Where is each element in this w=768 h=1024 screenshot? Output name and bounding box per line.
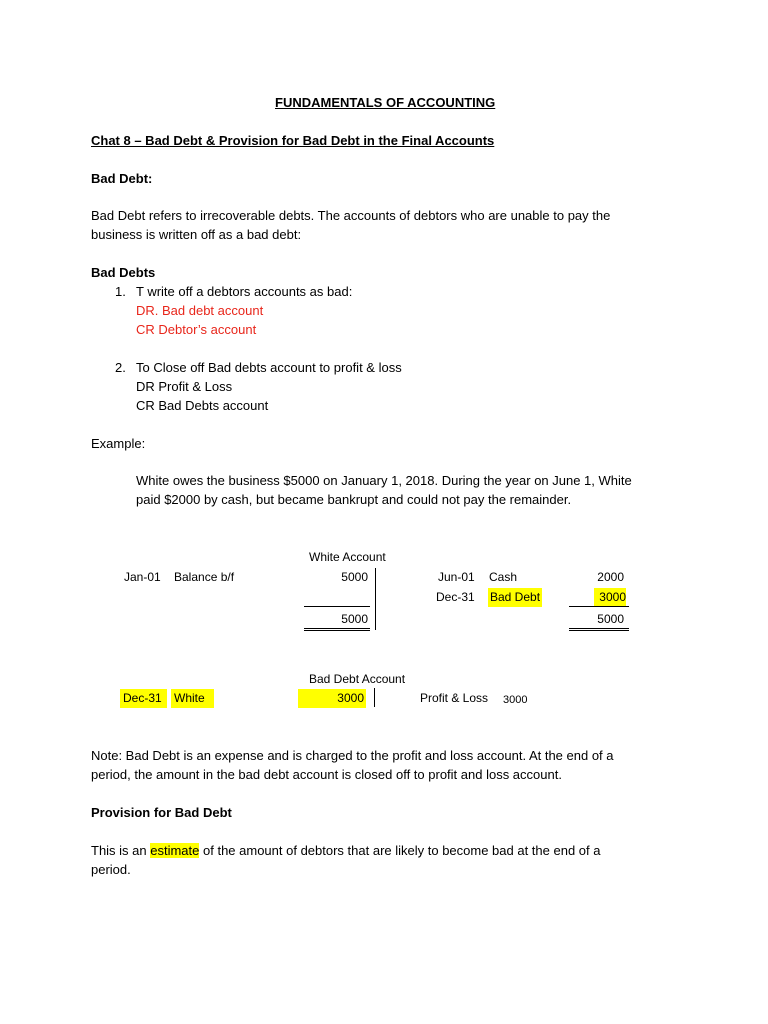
provision-heading: Provision for Bad Debt (91, 805, 232, 820)
ledger-date: Dec-31 (436, 590, 475, 604)
total-rule (569, 630, 629, 631)
chapter-heading: Chat 8 – Bad Debt & Provision for Bad Debt in the Final Accounts (91, 133, 495, 148)
note-line2: period, the amount in the bad debt account is closed off to profit and loss account. (91, 767, 562, 782)
provision-paragraph-line2: period. (91, 862, 131, 877)
total-rule (304, 628, 370, 629)
example-line2: paid $2000 by cash, but became bankrupt and could not pay the remainder. (136, 492, 572, 507)
document-title: FUNDAMENTALS OF ACCOUNTING (275, 95, 496, 110)
journal-entry-credit: CR Bad Debts account (136, 398, 269, 413)
ledger-description: Profit & Loss (420, 691, 489, 705)
list-item-number: 1. (115, 284, 126, 299)
ledger-description: Balance b/f (174, 570, 235, 584)
example-heading: Example: (91, 436, 146, 451)
ledger-description: Cash (489, 570, 518, 584)
provision-text-start: This is an (91, 843, 151, 858)
journal-entry-debit: DR Profit & Loss (136, 379, 233, 394)
white-account-title: White Account (309, 550, 386, 564)
ledger-date: Jan-01 (124, 570, 161, 584)
estimate-highlight: estimate (150, 843, 200, 858)
ledger-description: White (171, 689, 214, 708)
bad-debt-heading: Bad Debt: (91, 171, 153, 186)
provision-text-end: of the amount of debtors that are likely to become bad at the end of a (199, 843, 601, 858)
ledger-total: 5000 (597, 612, 624, 626)
ledger-amount: 3000 (503, 694, 528, 706)
subtotal-rule (304, 606, 370, 607)
subtotal-rule (569, 606, 629, 607)
total-rule (304, 630, 370, 631)
ledger-amount: 3000 (298, 689, 366, 708)
list-item-text: T write off a debtors accounts as bad: (136, 284, 353, 299)
list-item-text: To Close off Bad debts account to profit & loss (136, 360, 402, 375)
journal-entry-debit: DR. Bad debt account (136, 303, 264, 318)
ledger-date: Dec-31 (120, 689, 167, 708)
ledger-date: Jun-01 (438, 570, 475, 584)
ledger-amount: 5000 (341, 570, 368, 584)
t-account-divider (375, 568, 376, 630)
journal-entry-credit: CR Debtor’s account (136, 322, 257, 337)
bad-debt-paragraph-line1: Bad Debt refers to irrecoverable debts. The accounts of debtors who are unable to pay the (91, 208, 611, 223)
bad-debts-heading: Bad Debts (91, 265, 156, 280)
note-line1: Note: Bad Debt is an expense and is charged to the profit and loss account. At the end of a (91, 748, 614, 763)
t-account-divider (374, 688, 375, 707)
provision-paragraph-line1 (91, 841, 600, 860)
total-rule (569, 628, 629, 629)
ledger-amount: 3000 (594, 588, 626, 607)
ledger-amount: 2000 (597, 570, 624, 584)
bad-debt-account-title: Bad Debt Account (309, 672, 406, 686)
bad-debt-paragraph-line2: business is written off as a bad debt: (91, 227, 302, 242)
ledger-description: Bad Debt (488, 588, 542, 607)
ledger-total: 5000 (341, 612, 368, 626)
list-item-number: 2. (115, 360, 126, 375)
example-line1: White owes the business $5000 on January 1, 2018. During the year on June 1, White (136, 473, 632, 488)
